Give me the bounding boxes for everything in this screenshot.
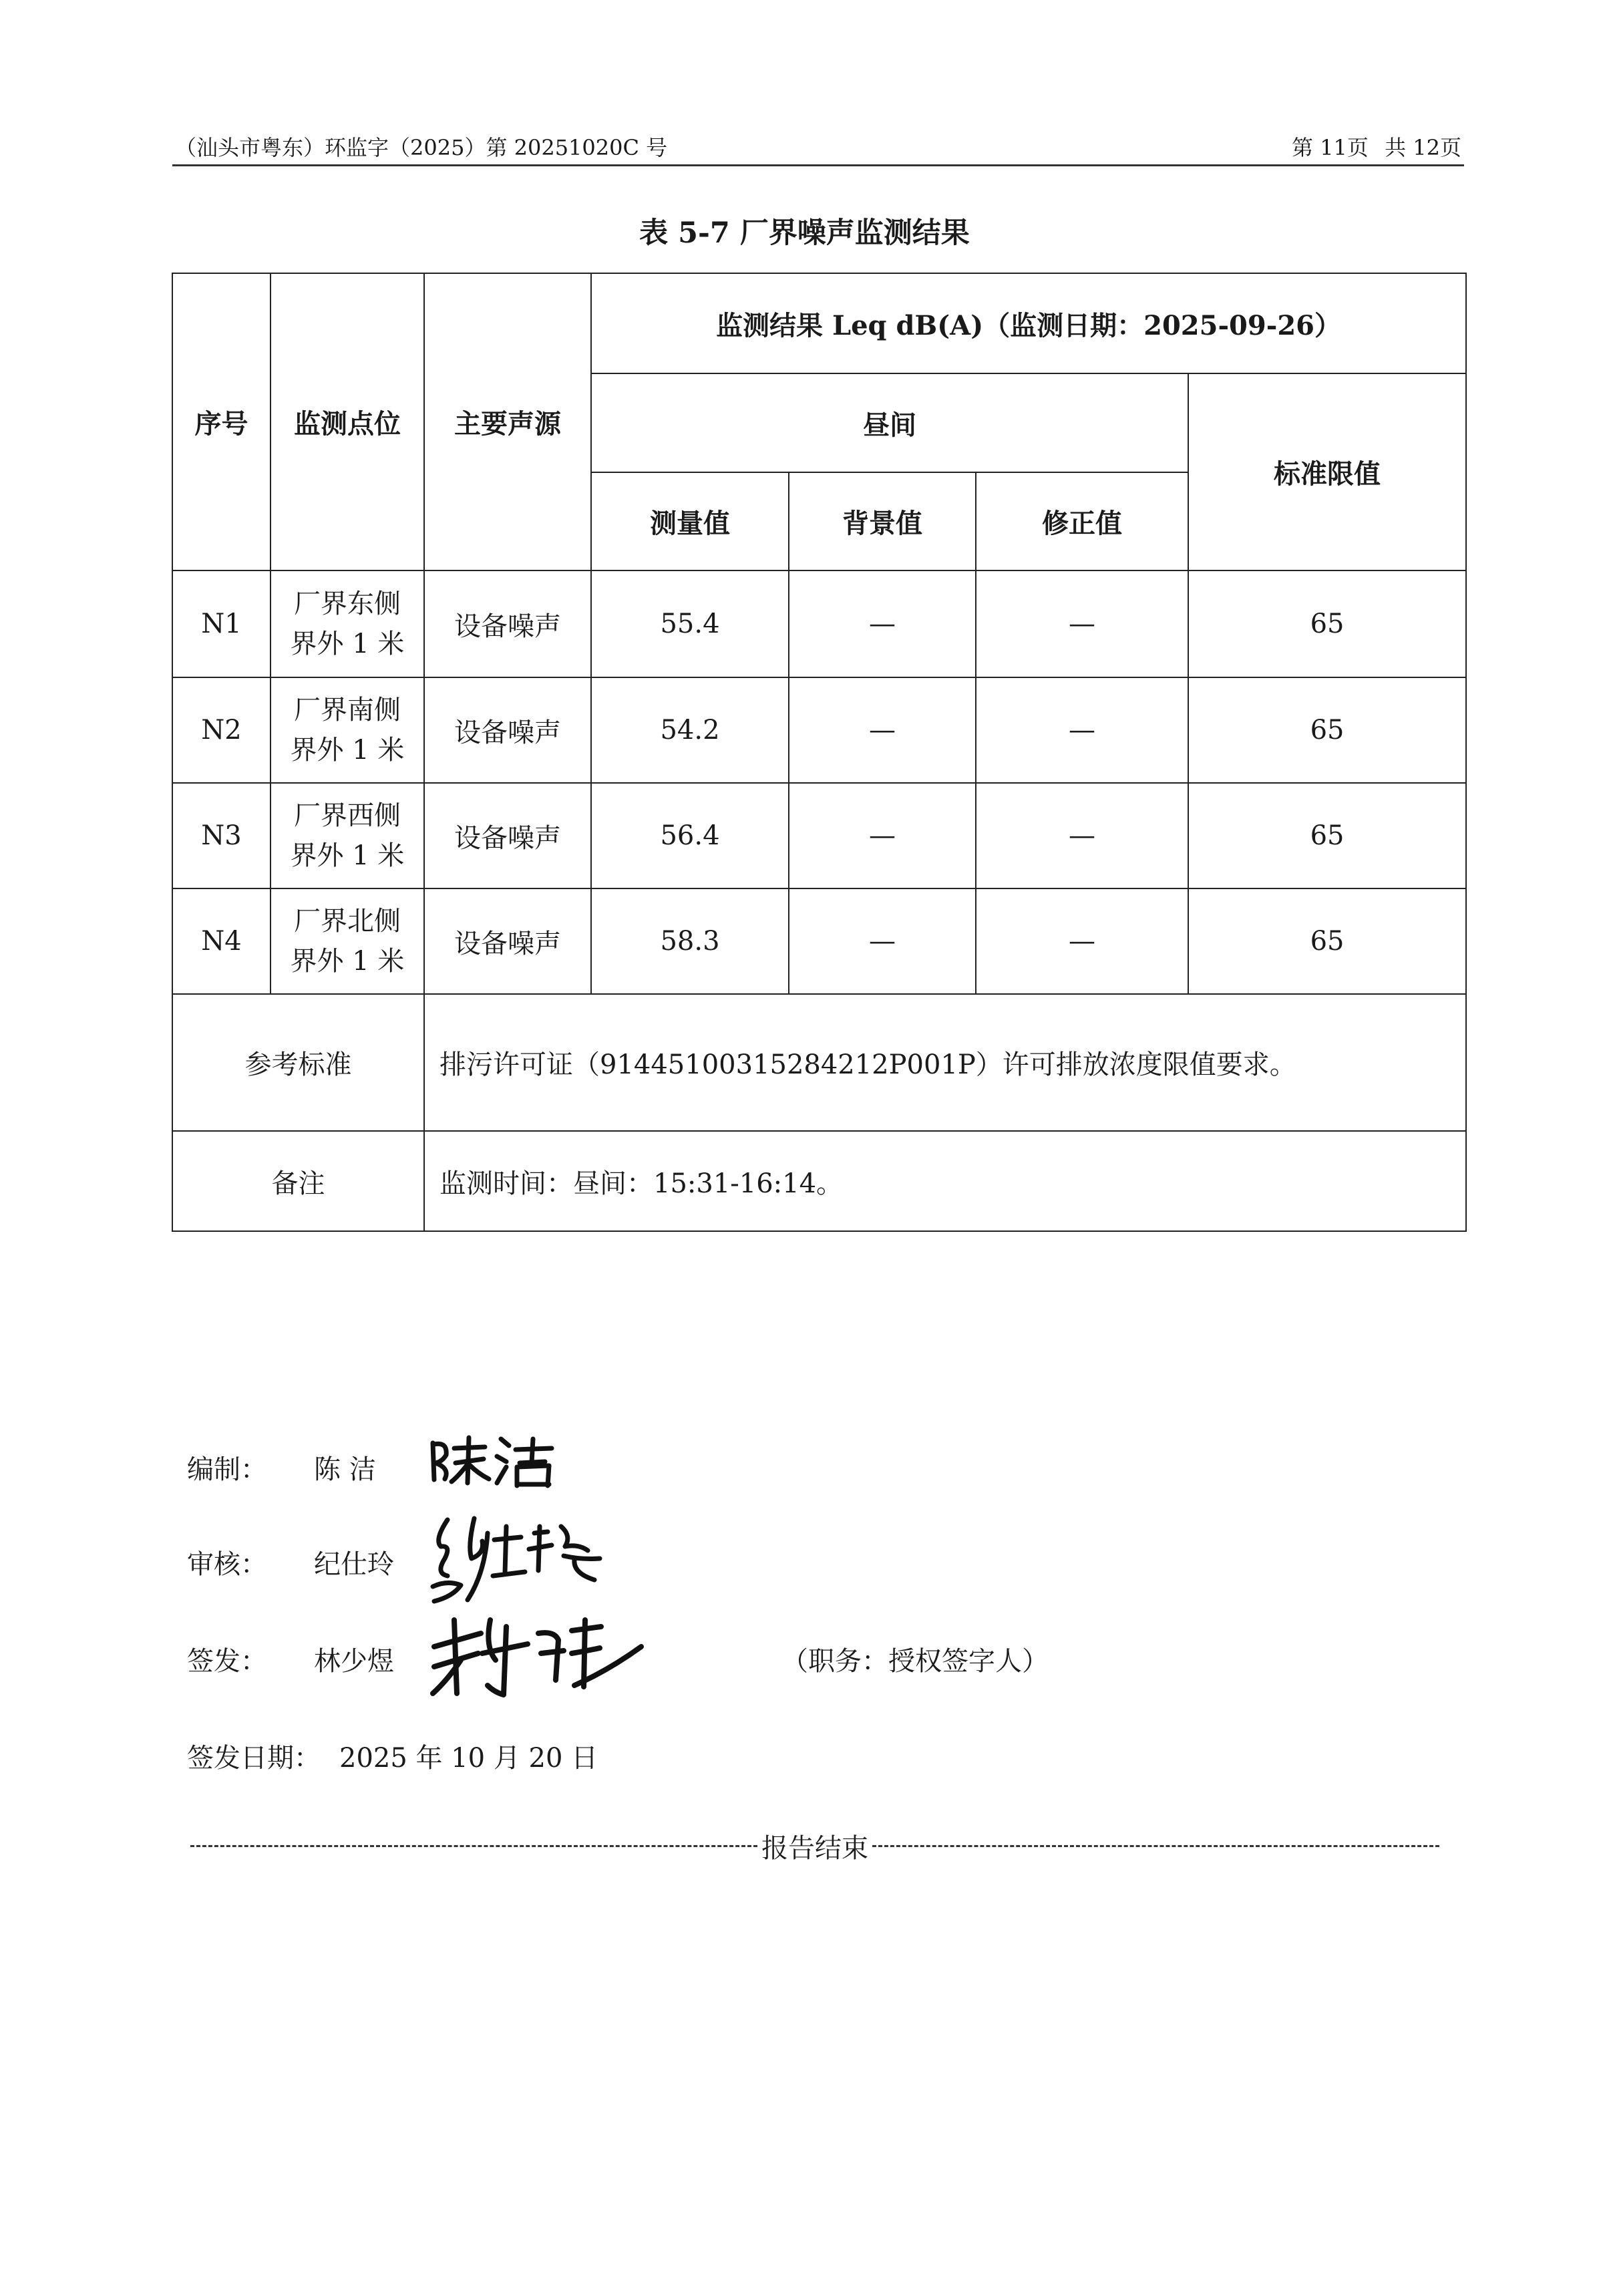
table-row	[172, 783, 1466, 888]
cell-point: 厂界东侧 界外 1 米	[271, 570, 424, 677]
issued-name: 林少煜	[314, 1646, 394, 1677]
note-value: 监测时间：昼间：15:31-16:14。	[424, 1131, 1466, 1231]
header-limit: 标准限值	[1188, 373, 1466, 570]
cell-point: 厂界西侧 界外 1 米	[271, 783, 424, 888]
table-row	[172, 677, 1466, 783]
cell-measured: 56.4	[591, 783, 789, 888]
page-total: 共 12页	[1385, 135, 1461, 160]
cell-background: —	[789, 783, 976, 888]
cell-corrected: —	[976, 888, 1188, 994]
cell-id: N4	[172, 888, 271, 994]
header-source: 主要声源	[424, 273, 591, 570]
cell-limit: 65	[1188, 570, 1466, 677]
issued-line	[187, 1640, 394, 1678]
cell-point: 厂界北侧 界外 1 米	[271, 888, 424, 994]
compiled-label: 编制：	[187, 1454, 267, 1485]
table-row	[172, 570, 1466, 677]
page-number: 第 11页	[1292, 135, 1369, 160]
note-label: 备注	[172, 1131, 424, 1231]
cell-measured: 58.3	[591, 888, 789, 994]
cell-limit: 65	[1188, 677, 1466, 783]
reference-label: 参考标准	[172, 994, 424, 1131]
left-divider	[190, 1845, 757, 1847]
cell-id: N2	[172, 677, 271, 783]
reviewed-name: 纪仕玲	[314, 1549, 394, 1580]
compiled-name: 陈 洁	[314, 1454, 376, 1485]
issue-date-line	[187, 1737, 598, 1775]
reviewed-signature	[421, 1506, 608, 1607]
cell-source: 设备噪声	[424, 888, 591, 994]
report-number: （汕头市粤东）环监字（2025）第 20251020C 号	[175, 135, 668, 160]
header-measured: 测量值	[591, 472, 789, 570]
issued-signature	[421, 1607, 648, 1707]
cell-corrected: —	[976, 677, 1188, 783]
right-divider	[872, 1845, 1439, 1847]
report-end-text: 报告结束	[761, 1833, 868, 1864]
report-end-line	[190, 1827, 1439, 1865]
header-corrected: 修正值	[976, 472, 1188, 570]
issue-date-value: 2025 年 10 月 20 日	[339, 1743, 598, 1774]
page-header	[172, 131, 1464, 166]
compiled-line	[187, 1448, 376, 1486]
cell-measured: 54.2	[591, 677, 789, 783]
header-index: 序号	[172, 273, 271, 570]
reviewed-line	[187, 1543, 394, 1581]
header-daytime: 昼间	[591, 373, 1188, 472]
header-background: 背景值	[789, 472, 976, 570]
cell-corrected: —	[976, 783, 1188, 888]
cell-limit: 65	[1188, 888, 1466, 994]
cell-measured: 55.4	[591, 570, 789, 677]
issue-date-label: 签发日期：	[187, 1743, 321, 1774]
cell-id: N1	[172, 570, 271, 677]
cell-source: 设备噪声	[424, 570, 591, 677]
issued-label: 签发：	[187, 1646, 267, 1677]
cell-corrected: —	[976, 570, 1188, 677]
compiled-signature	[427, 1430, 561, 1490]
page-indicator	[1282, 131, 1461, 162]
cell-background: —	[789, 677, 976, 783]
cell-limit: 65	[1188, 783, 1466, 888]
reviewed-label: 审核：	[187, 1549, 267, 1580]
cell-source: 设备噪声	[424, 783, 591, 888]
issuer-position: （职务：授权签字人）	[781, 1646, 1049, 1677]
reference-value: 排污许可证（91445100315284212P001P）许可排放浓度限值要求。	[424, 994, 1466, 1131]
table-title: 表 5-7 厂界噪声监测结果	[639, 216, 970, 250]
header-point: 监测点位	[271, 273, 424, 570]
table-row	[172, 888, 1466, 994]
cell-background: —	[789, 888, 976, 994]
header-result: 监测结果 Leq dB(A)（监测日期：2025-09-26）	[591, 273, 1466, 373]
cell-point: 厂界南侧 界外 1 米	[271, 677, 424, 783]
noise-results-table	[172, 273, 1467, 1232]
cell-source: 设备噪声	[424, 677, 591, 783]
cell-id: N3	[172, 783, 271, 888]
cell-background: —	[789, 570, 976, 677]
